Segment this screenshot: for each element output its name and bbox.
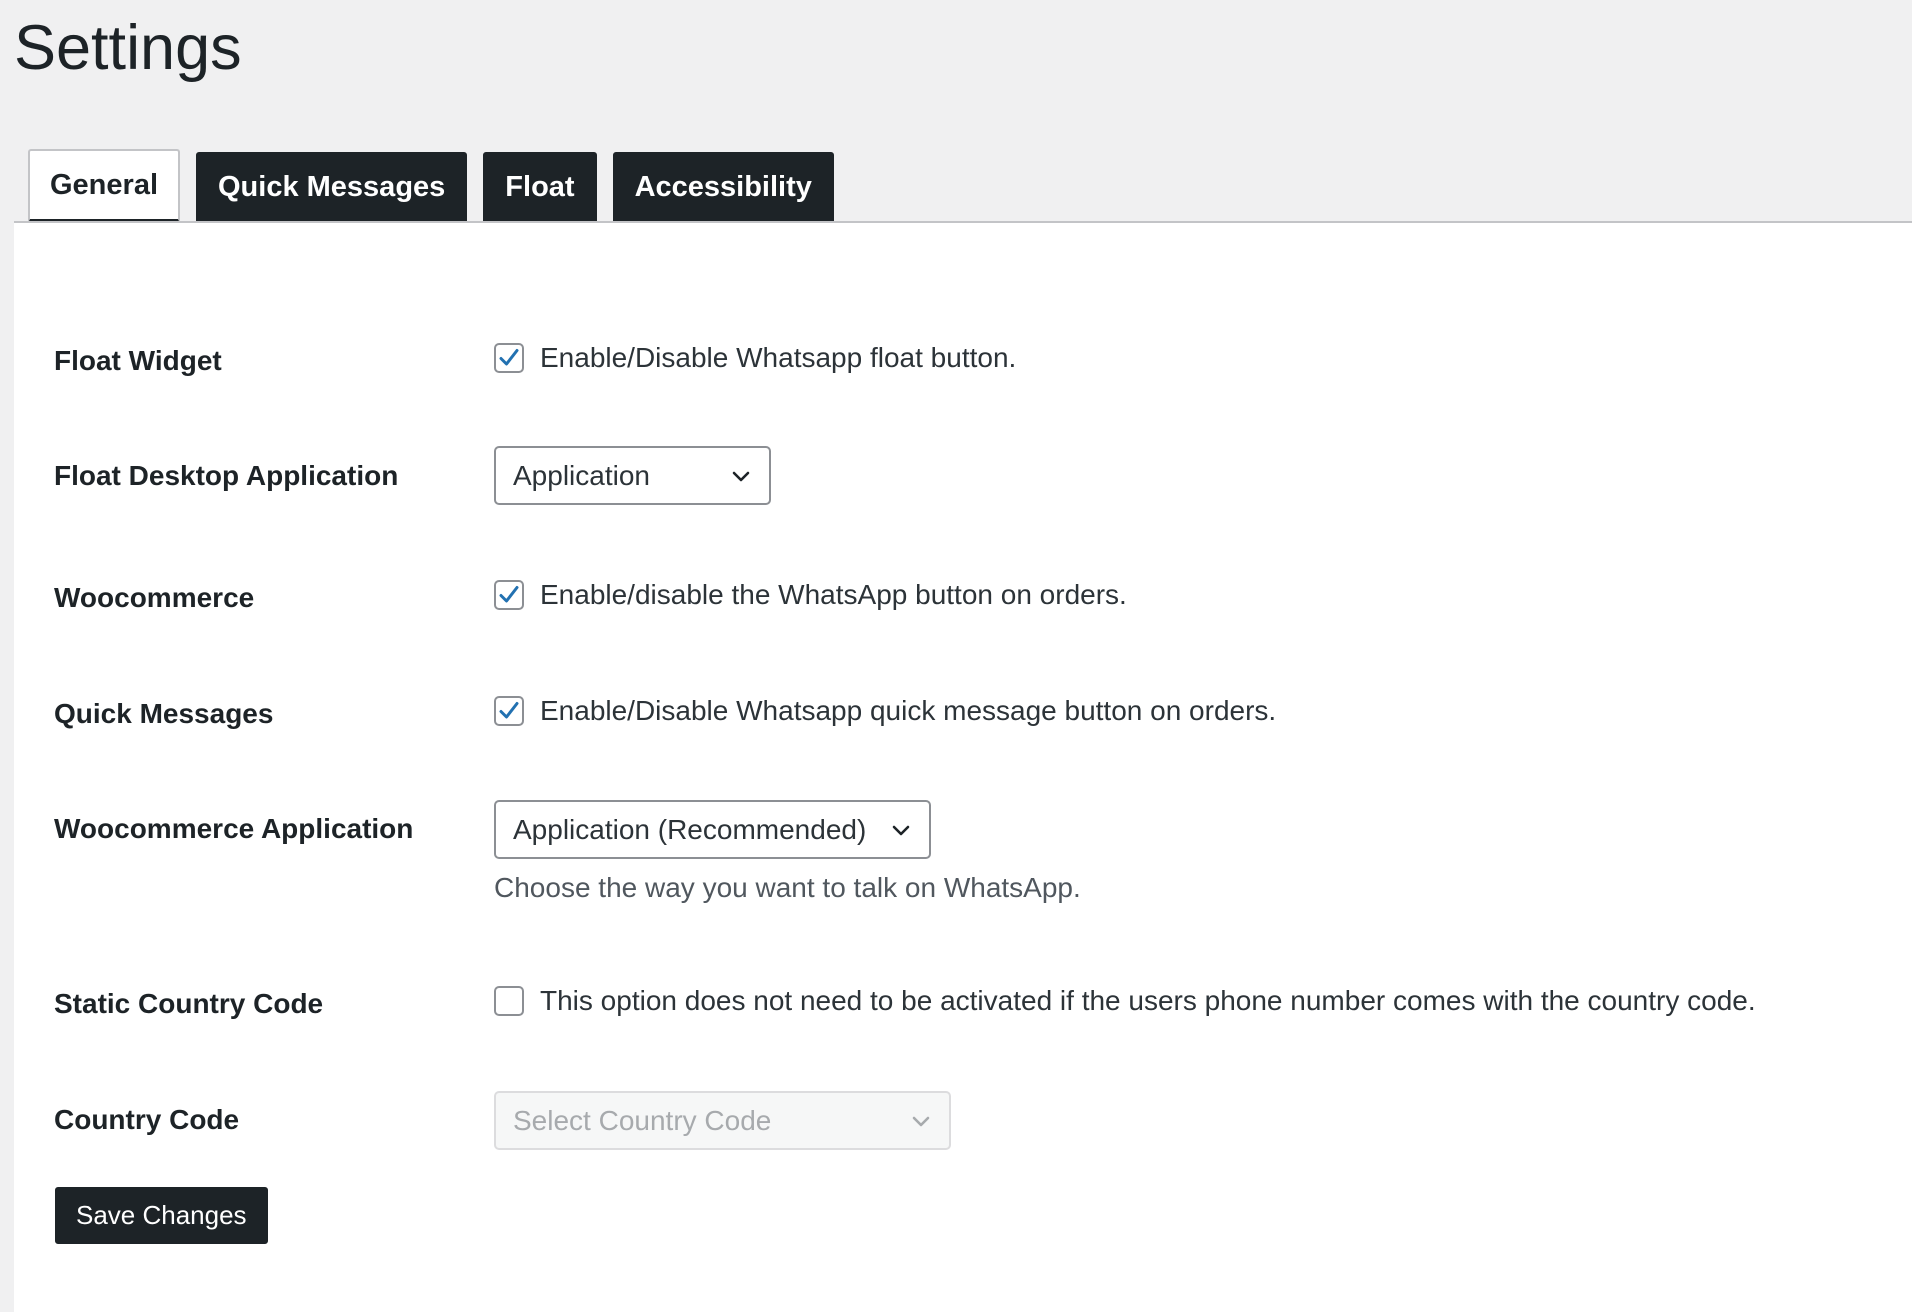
quick-messages-description: Enable/Disable Whatsapp quick message button on orders. [540, 695, 1277, 726]
checkmark-icon [497, 346, 521, 370]
float-desktop-application-field [494, 446, 771, 505]
woocommerce-application-label: Woocommerce Application [54, 813, 414, 844]
settings-tabs [28, 149, 850, 223]
woocommerce-application-description: Choose the way you want to talk on WhatsApp. [494, 872, 1081, 903]
chevron-down-icon [889, 818, 913, 842]
float-widget-description: Enable/Disable Whatsapp float button. [540, 342, 1017, 373]
tab-general[interactable]: General [28, 149, 180, 223]
static-country-code-field [494, 985, 1756, 1017]
quick-messages-checkbox[interactable] [494, 696, 524, 726]
float-widget-checkbox[interactable] [494, 343, 524, 373]
tab-quick-messages[interactable]: Quick Messages [196, 152, 467, 223]
settings-panel [14, 221, 1912, 1312]
woocommerce-application-field [494, 800, 931, 859]
tab-float[interactable]: Float [483, 152, 596, 223]
tab-accessibility[interactable]: Accessibility [613, 152, 834, 223]
chevron-down-icon [909, 1109, 933, 1133]
quick-messages-label: Quick Messages [54, 698, 274, 729]
country-code-field [494, 1091, 951, 1150]
woocommerce-label: Woocommerce [54, 582, 255, 613]
country-code-select[interactable] [494, 1091, 951, 1150]
woocommerce-application-value: Application (Recommended) [513, 813, 867, 845]
float-widget-field [494, 342, 1016, 374]
float-widget-label: Float Widget [54, 345, 222, 376]
woocommerce-description: Enable/disable the WhatsApp button on orders. [540, 579, 1127, 610]
country-code-placeholder: Select Country Code [513, 1104, 772, 1136]
float-desktop-application-value: Application [513, 459, 650, 491]
woocommerce-field [494, 579, 1127, 611]
float-desktop-application-select[interactable] [494, 446, 771, 505]
country-code-label: Country Code [54, 1104, 240, 1135]
quick-messages-field [494, 695, 1276, 727]
woocommerce-checkbox[interactable] [494, 580, 524, 610]
woocommerce-application-select[interactable] [494, 800, 931, 859]
chevron-down-icon [729, 464, 753, 488]
static-country-code-checkbox[interactable] [494, 986, 524, 1016]
checkmark-icon [497, 699, 521, 723]
save-changes-button[interactable]: Save Changes [55, 1187, 268, 1244]
checkmark-icon [497, 583, 521, 607]
float-desktop-application-label: Float Desktop Application [54, 460, 399, 491]
static-country-code-description: This option does not need to be activated if the users phone number comes with the country code. [540, 985, 1756, 1016]
static-country-code-label: Static Country Code [54, 988, 324, 1019]
page-title: Settings [14, 13, 242, 83]
